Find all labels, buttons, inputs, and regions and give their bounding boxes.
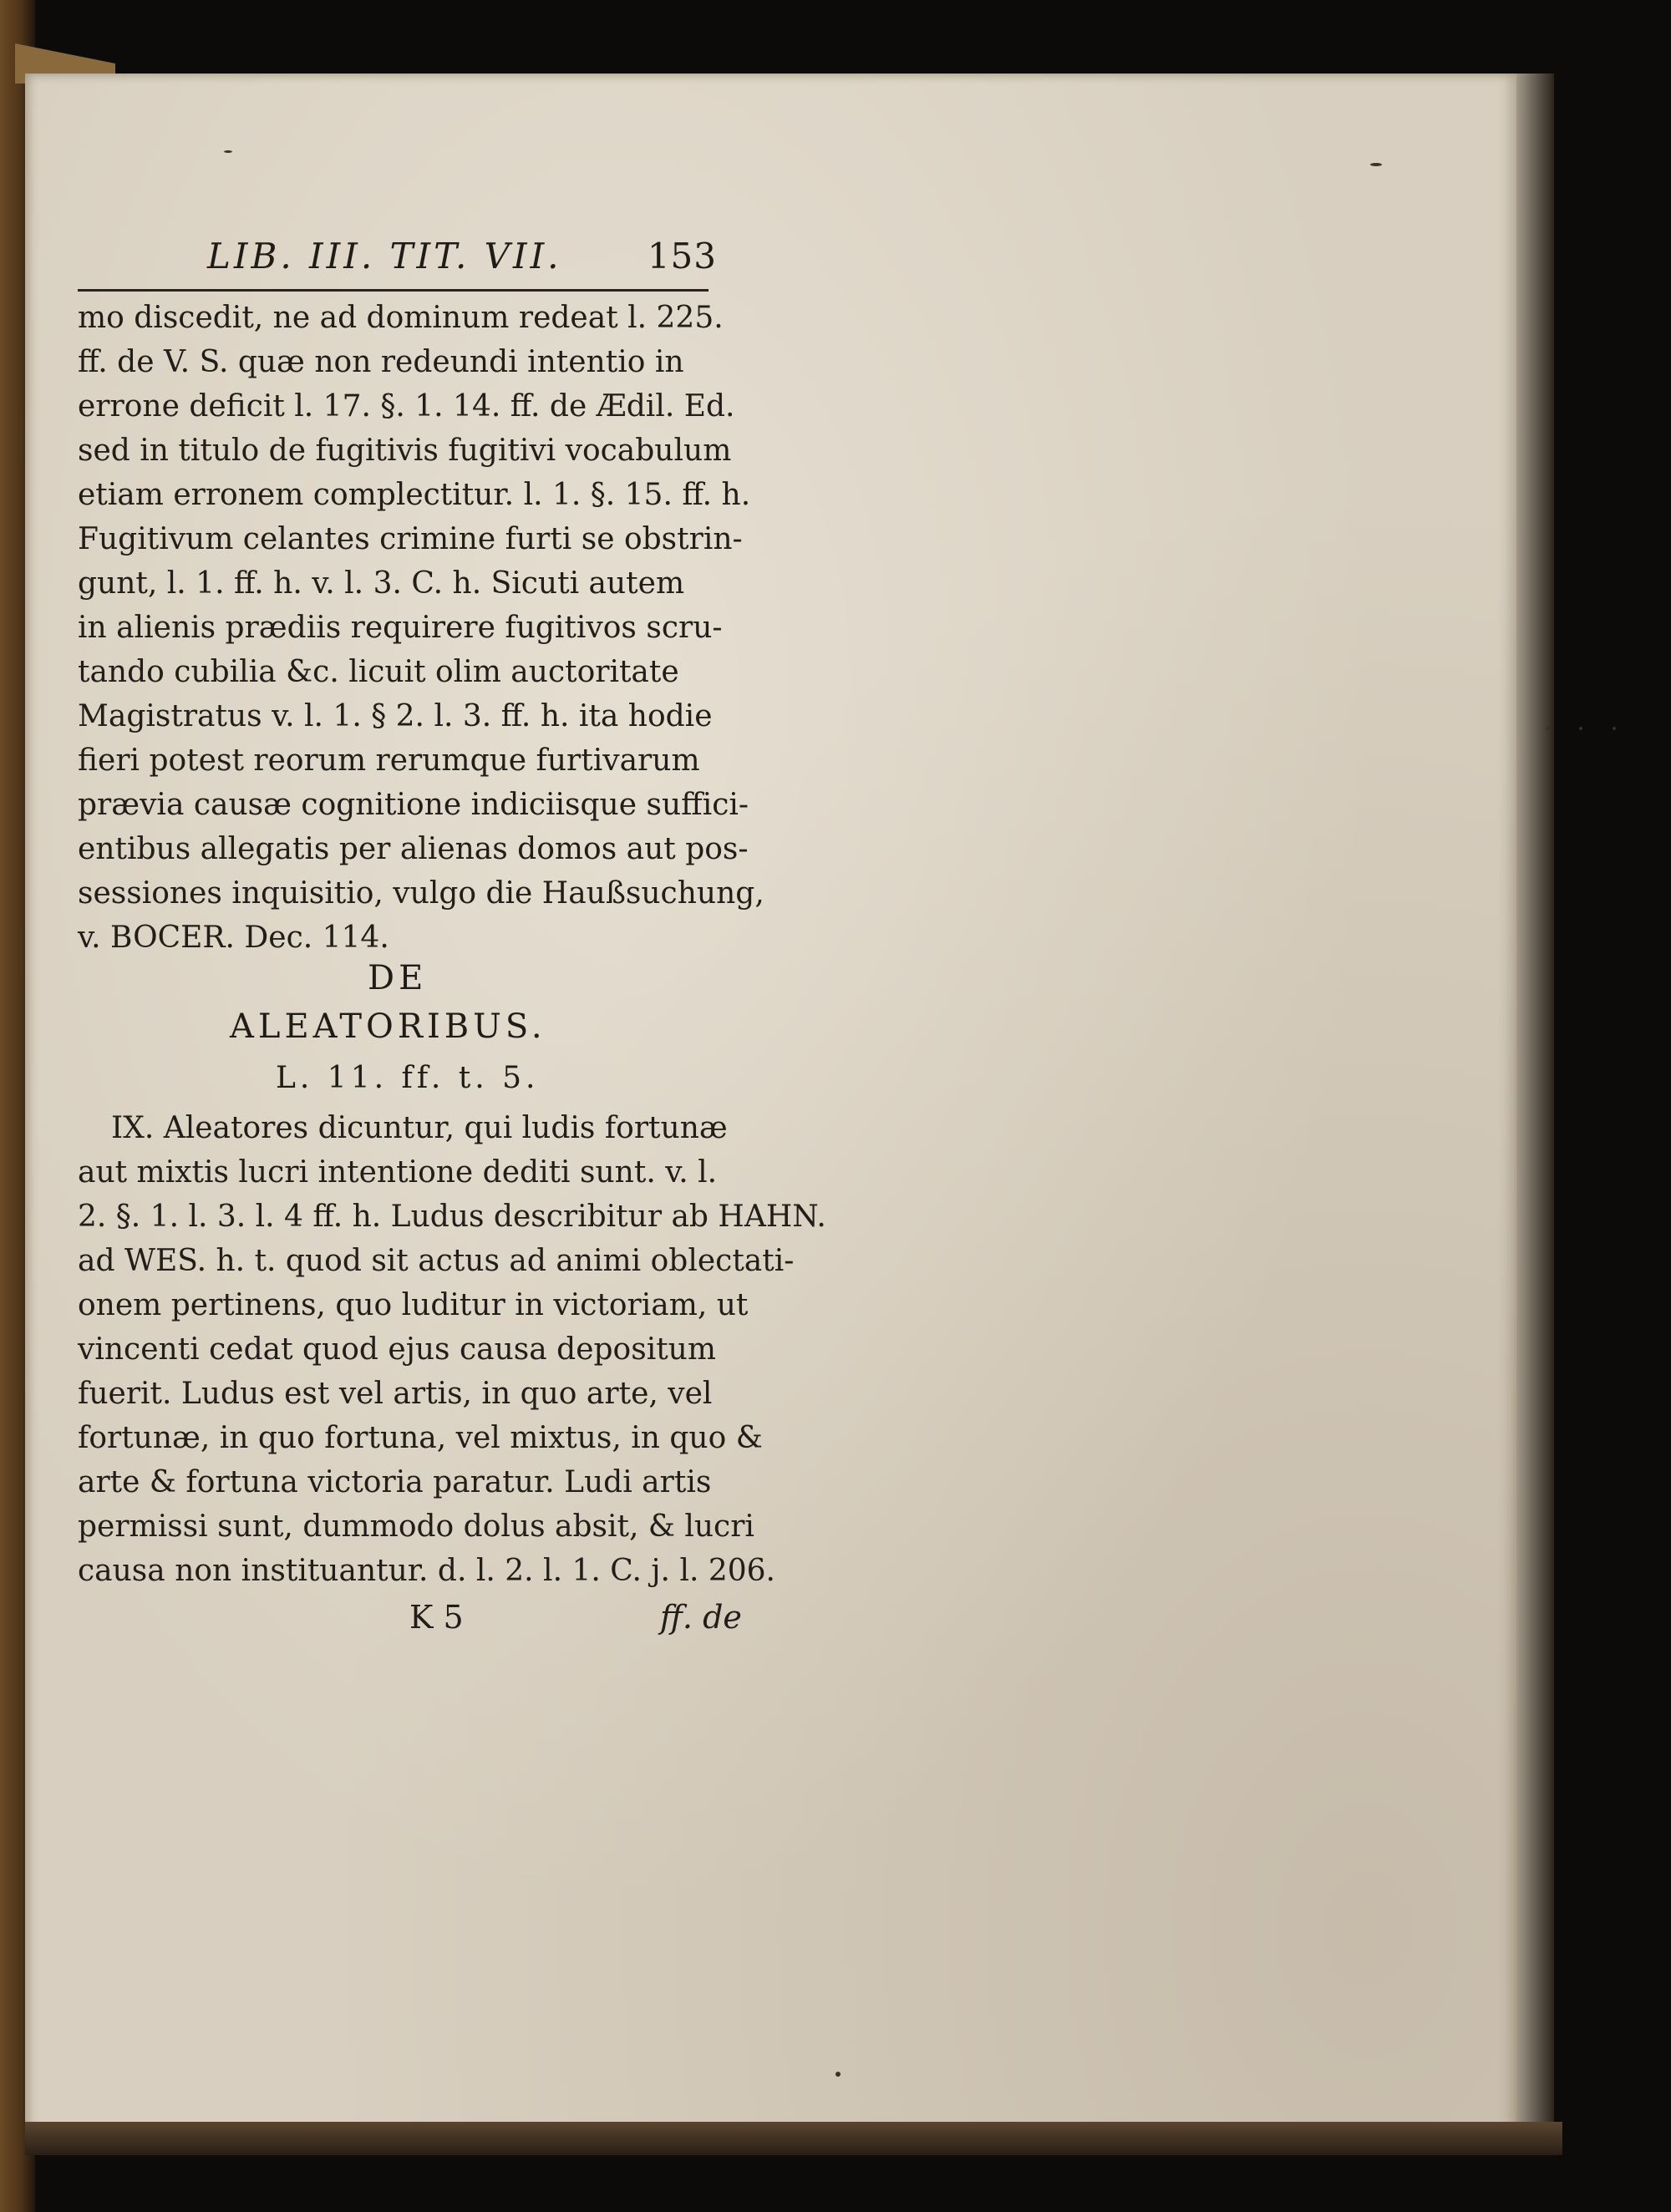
paragraph-1-line: etiam erronem complectitur. l. 1. §. 15. ff. h. [78, 478, 751, 512]
section-heading-reference: L. 11. ff. t. 5. [276, 1061, 540, 1095]
running-head [207, 236, 734, 284]
paragraph-2-line: fortunæ, in quo fortuna, vel mixtus, in quo & [78, 1421, 763, 1455]
paragraph-2-line: onem pertinens, quo luditur in victoriam, ut [78, 1288, 749, 1322]
ink-speck [836, 2072, 841, 2077]
page-bottom-edge [25, 2122, 1562, 2155]
ink-speck [224, 150, 232, 153]
section-heading-title: ALEATORIBUS. [230, 1007, 546, 1046]
paragraph-1-line: errone deficit l. 17. §. 1. 14. ff. de Ædil. Ed. [78, 389, 735, 424]
paragraph-2-line: arte & fortuna victoria paratur. Ludi artis [78, 1465, 712, 1499]
paragraph-2-line: causa non instituantur. d. l. 2. l. 1. C. j. l. 206. [78, 1554, 775, 1588]
paragraph-2-line: aut mixtis lucri intentione dediti sunt. v. l. [78, 1155, 718, 1190]
paragraph-1-line: in alienis prædiis requirere fugitivos scru- [78, 611, 723, 645]
paper-page [25, 74, 1516, 2137]
paragraph-1-line: mo discedit, ne ad dominum redeat l. 225. [78, 301, 724, 335]
paragraph-1-line: Magistratus v. l. 1. § 2. l. 3. ff. h. ita hodie [78, 699, 713, 733]
paragraph-1-line: ff. de V. S. quæ non redeundi intentio in [78, 345, 684, 379]
paragraph-1-line: prævia causæ cognitione indiciisque suffici- [78, 788, 749, 822]
paragraph-2-line: vincenti cedat quod ejus causa depositum [78, 1332, 716, 1367]
paragraph-1-line: gunt, l. 1. ff. h. v. l. 3. C. h. Sicuti autem [78, 566, 685, 601]
ink-speck [1613, 727, 1616, 730]
signature-mark: K 5 [409, 1599, 464, 1636]
running-head-title: LIB. III. TIT. VII. [207, 236, 562, 276]
paragraph-1-line: Fugitivum celantes crimine furti se obstrin- [78, 522, 743, 556]
paragraph-1-line: fieri potest reorum rerumque furtivarum [78, 743, 700, 778]
paragraph-1-line: sessiones inquisitio, vulgo die Haußsuchung, [78, 876, 764, 911]
paragraph-2-line: IX. Aleatores dicuntur, qui ludis fortunæ [111, 1111, 728, 1145]
paragraph-1-line: tando cubilia &c. licuit olim auctoritate [78, 655, 679, 689]
catchword: ff. de [660, 1599, 742, 1636]
page-number: 153 [647, 236, 717, 276]
header-rule [78, 289, 709, 292]
section-heading-de: DE [368, 959, 428, 997]
paragraph-2-line: 2. §. 1. l. 3. l. 4 ff. h. Ludus describitur ab HAHN. [78, 1200, 826, 1234]
ink-speck [1546, 727, 1549, 730]
paragraph-2-line: ad WES. h. t. quod sit actus ad animi oblectati- [78, 1244, 795, 1278]
paragraph-2-line: permissi sunt, dummodo dolus absit, & lucri [78, 1509, 754, 1544]
ink-speck [1579, 727, 1582, 730]
paragraph-1-line: v. BOCER. Dec. 114. [78, 921, 389, 955]
ink-speck [1370, 163, 1382, 166]
paragraph-1-line: entibus allegatis per alienas domos aut pos- [78, 832, 749, 866]
paragraph-1-line: sed in titulo de fugitivis fugitivi vocabulum [78, 434, 732, 468]
paragraph-2-line: fuerit. Ludus est vel artis, in quo arte, vel [78, 1377, 713, 1411]
